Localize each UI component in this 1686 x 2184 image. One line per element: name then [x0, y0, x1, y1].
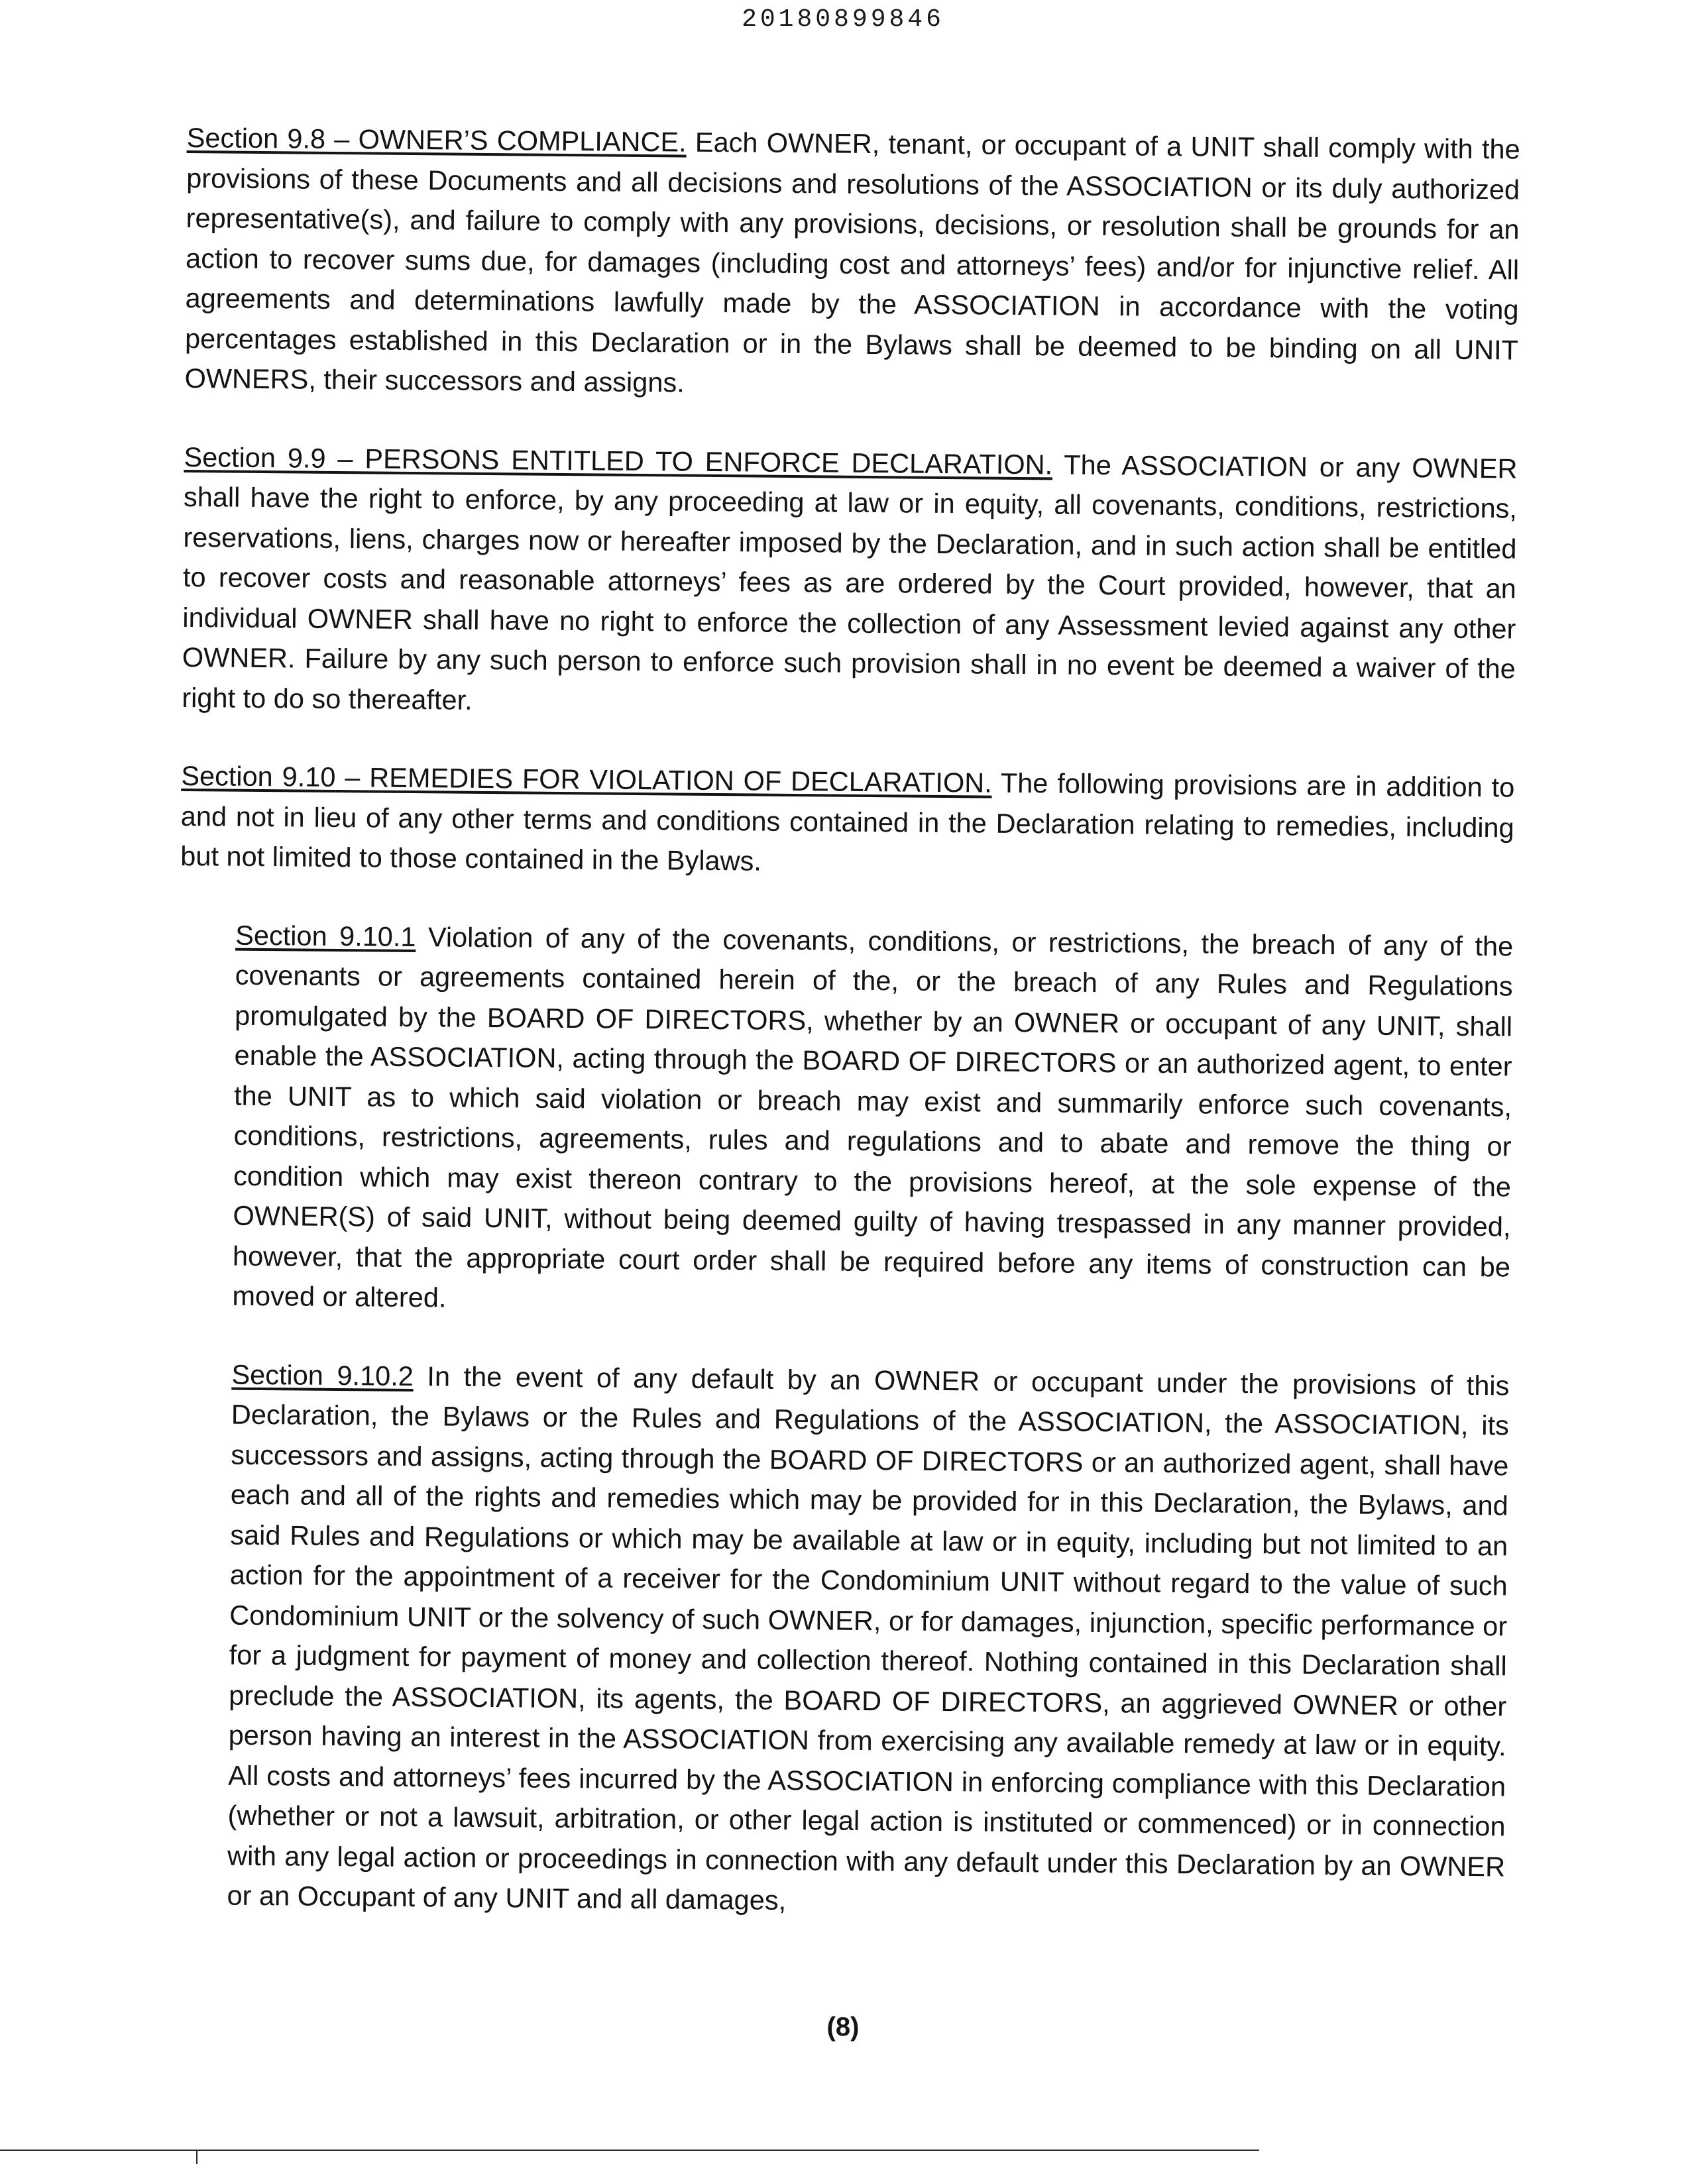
subsection-body: Violation of any of the covenants, conditions, or restrictions, the breach of any of the covenants or agreements contained herein of the, or the breach of any Rules and Regulations promulgated by the BOARD OF DIRECTORS, whether by an OWNER or occupant of any UNIT, shall enable the ASSOCIATION, acting through the BOARD OF DIRECTORS or an authorized agent, to enter the UNIT as to which said violation or breach may exist and summarily enforce such covenants, conditions, restrictions, agreements, rules and regulations and to abate and remove the thing or condition which may exist thereon contrary to the provisions hereof, at the sole expense of the OWNER(S) of said UNIT, without being deemed guilty of having trespassed in any manner provided, however, that the appropriate court order shall be required before any items of construction can be moved or altered. [232, 920, 1514, 1313]
section-title: PERSONS ENTITLED TO ENFORCE DECLARATION. [365, 442, 1053, 480]
section-9-8 [184, 118, 1520, 410]
page-number: (8) [826, 2012, 860, 2042]
section-title: REMEDIES FOR VIOLATION OF DECLARATION. [369, 761, 992, 798]
document-body [171, 118, 1520, 1965]
document-number: 20180899846 [742, 5, 944, 34]
section-heading [184, 441, 1052, 479]
section-body: Each OWNER, tenant, or occupant of a UNIT shall comply with the provisions of these Documents and all decisions and resolutions of the ASSOCIATION or its duly authorized representative(s), and failure to comply with any provisions, decisions, or resolution shall be grounds for an action to recover sums due, for damages (including cost and attorneys’ fees) and/or for injunctive relief. All agreements and determinations lawfully made by the ASSOCIATION in accordance with the voting percentages established in this Declaration or in the Bylaws shall be deemed to be binding on all UNIT OWNERS, their successors and assigns. [184, 126, 1520, 398]
section-number: Section 9.8 [186, 121, 326, 154]
section-9-10-1 [232, 915, 1513, 1327]
section-separator: – [325, 123, 359, 155]
subsection-number: Section 9.10.1 [235, 919, 416, 952]
section-9-10-2 [227, 1354, 1509, 1927]
section-separator: – [335, 761, 370, 793]
bottom-divider [0, 2150, 1259, 2151]
section-9-9 [182, 437, 1518, 729]
section-body: The ASSOCIATION or any OWNER shall have the right to enforce, by any proceeding at law or in equity, all covenants, conditions, restrictions, reservations, liens, charges now or hereafter imposed by the Declaration, and in such action shall be entitled to recover costs and reasonable attorneys’ fees as are ordered by the Court provided, however, that an individual OWNER shall have no right to enforce the collection of any Assessment levied against any other OWNER. Failure by any such person to enforce such provision shall in no event be deemed a waiver of the right to do so thereafter. [182, 448, 1518, 716]
section-9-10 [180, 756, 1515, 888]
subsection-number: Section 9.10.2 [231, 1358, 414, 1392]
section-number: Section 9.9 [184, 441, 326, 474]
section-heading [181, 760, 992, 798]
subsection-body: In the event of any default by an OWNER or occupant under the provisions of this Declaration, the Bylaws or the Rules and Regulations of the ASSOCIATION, the ASSOCIATION, its successors and assigns, acting through the BOARD OF DIRECTORS or an authorized agent, shall have each and all of the rights and remedies which may be provided for in this Declaration, the Bylaws, and said Rules and Regulations or which may be available at law or in equity, including but not limited to an action for the appointment of a receiver for the Condominium UNIT without regard to the value of such Condominium UNIT or the solvency of such OWNER, or for damages, injunction, specific performance or for a judgment for payment of money and collection thereof. Nothing contained in this Declaration shall preclude the ASSOCIATION, its agents, the BOARD OF DIRECTORS, an aggrieved OWNER or other person having an interest in the ASSOCIATION from exercising any available remedy at law or in equity. All costs and attorneys’ fees incurred by the ASSOCIATION in enforcing compliance with this Declaration (whether or not a lawsuit, arbitration, or other legal action is instituted or commenced) or in connection with any legal action or proceedings in connection with any default under this Declaration by an OWNER or an Occupant of any UNIT and all damages, [227, 1360, 1510, 1916]
bottom-divider-tick [196, 2151, 197, 2164]
section-number: Section 9.10 [181, 759, 336, 792]
section-separator: – [325, 442, 365, 474]
section-heading [187, 122, 687, 158]
section-body: The following provisions are in addition to and not in lieu of any other terms and conditions contained in the Declaration relating to remedies, including but not limited to those contained in the Bylaws. [180, 767, 1515, 877]
section-title: OWNER’S COMPLIANCE. [358, 123, 687, 158]
